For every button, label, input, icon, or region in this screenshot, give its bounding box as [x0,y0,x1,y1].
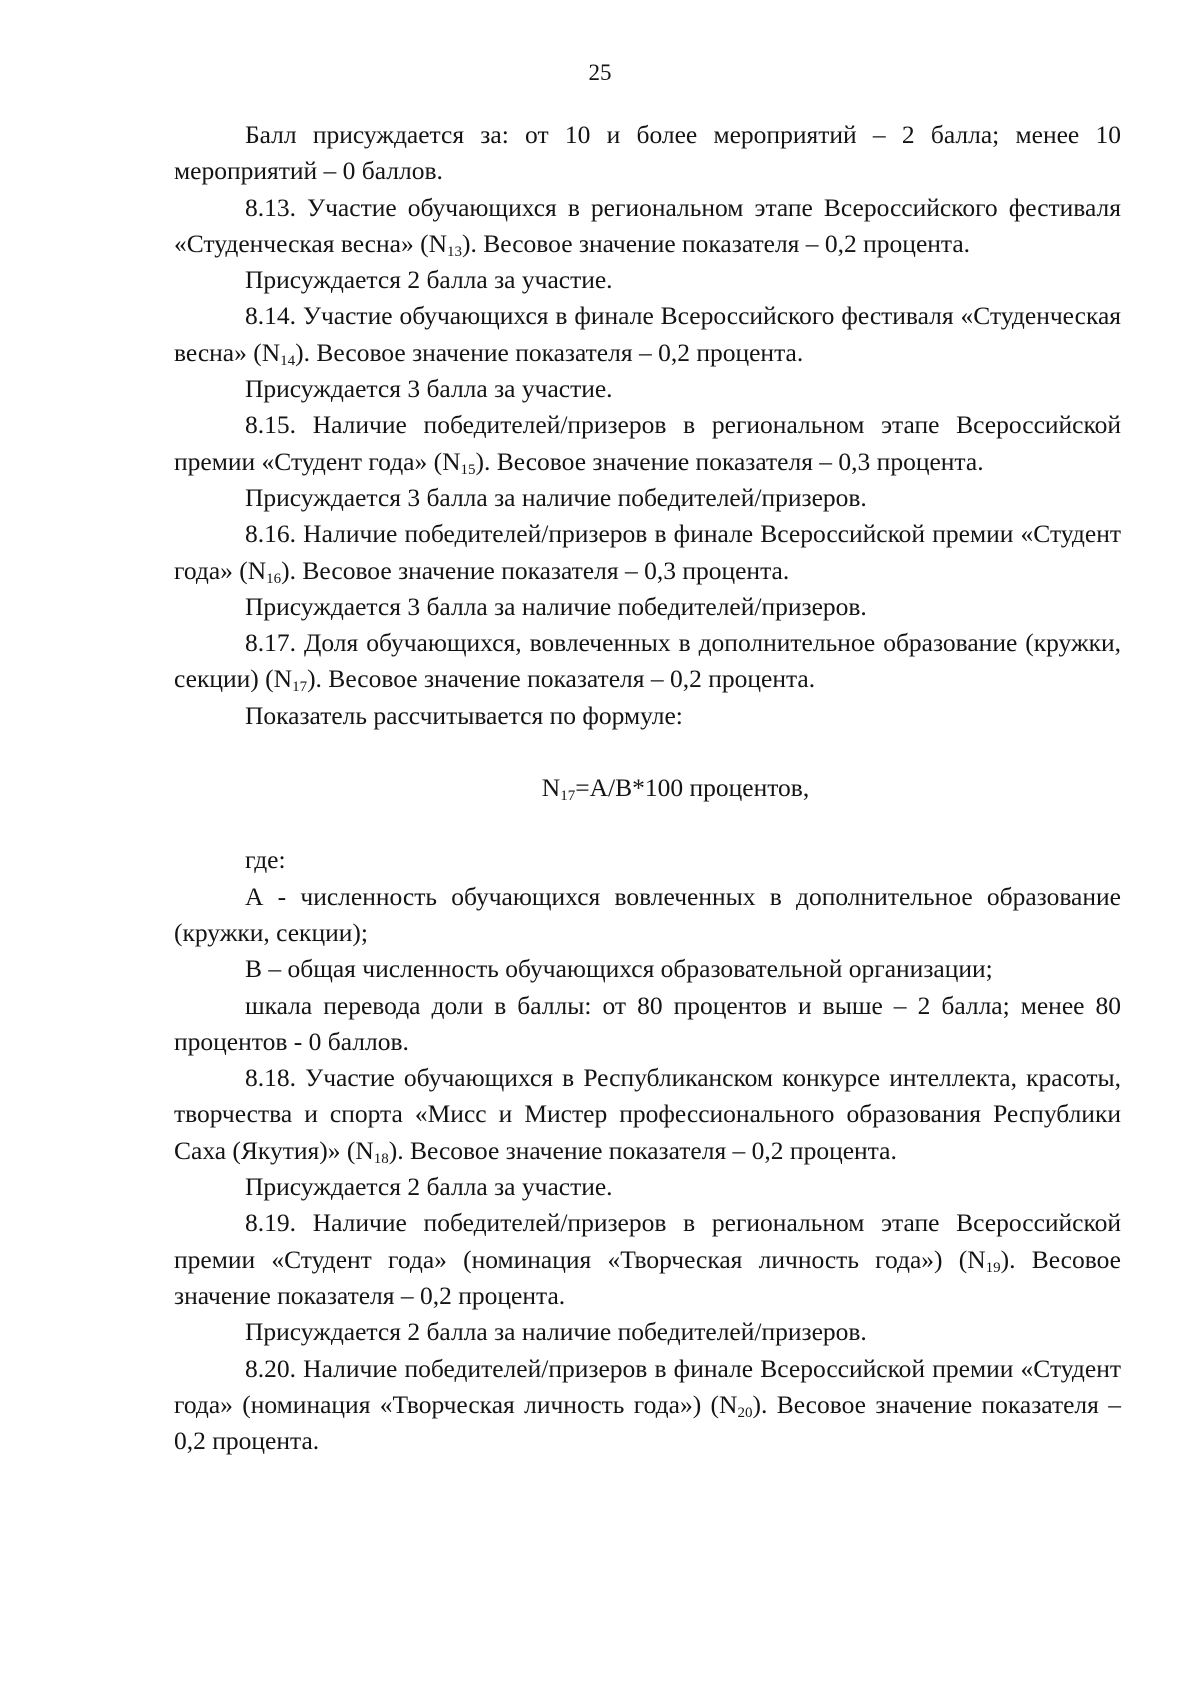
paragraph [174,951,1121,987]
text-run: Присуждается 2 балла за наличие победителей/призеров. [245,1317,867,1347]
document-body [174,117,1121,1459]
paragraph [174,190,1121,263]
paragraph [174,625,1121,698]
paragraph [174,698,1121,734]
paragraph [174,262,1121,298]
paragraph [174,1205,1121,1314]
text-run: В – общая численность обучающихся образовательной организации; [245,954,993,984]
paragraph [174,516,1121,589]
text-run: ). Весовое значение показателя – 0,3 процента. [281,555,790,585]
text-run: ). Весовое значение показателя – 0,2 процента. [462,228,971,258]
subscript-index: 15 [460,461,476,478]
paragraph [174,988,1121,1061]
text-run: ). Весовое значение показателя – 0,2 процента. [174,1244,1121,1310]
subscript-index: 19 [985,1259,1001,1276]
text-run: Показатель рассчитывается по формуле: [245,700,683,730]
text-run: Присуждается 3 балла за наличие победителей/призеров. [245,591,867,621]
text-run: Присуждается 2 балла за участие. [245,1172,613,1202]
text-run: ). Весовое значение показателя – 0,3 процента. [475,446,984,476]
subscript-index: 17 [560,788,576,805]
text-run: 8.18. Участие обучающихся в Республиканском конкурсе интеллекта, красоты, творчества и спорта «Мисс и Мистер профессионального образования Республики Саха (Якутия)» (N [174,1063,1121,1165]
text-run: 8.20. Наличие победителей/призеров в финале Всероссийской премии «Студент года» (номинация «Творческая личность года») (N [174,1353,1121,1419]
text-run: 8.19. Наличие победителей/призеров в региональном этапе Всероссийской премии «Студент года» (номинация «Творческая личность года») (N [174,1208,1121,1274]
text-run: =A/B*100 процентов, [575,773,810,803]
text-run: N [541,773,561,803]
paragraphs-after-formula [174,842,1121,1459]
formula [174,734,1121,842]
paragraph [174,879,1121,952]
paragraphs-before-formula [174,117,1121,734]
text-run: Присуждается 3 балла за участие. [245,374,613,404]
page-number: 25 [588,60,612,85]
subscript-index: 17 [292,679,308,696]
paragraph [174,371,1121,407]
paragraph [174,1169,1121,1205]
paragraph [174,842,1121,878]
subscript-index: 13 [447,243,462,260]
text-run: 8.14. Участие обучающихся в финале Всероссийского фестиваля «Студенческая весна» (N [174,301,1121,367]
text-run: ). Весовое значение показателя – 0,2 процента. [295,337,804,367]
paragraph [174,1314,1121,1350]
subscript-index: 14 [280,352,296,369]
text-run: шкала перевода доли в баллы: от 80 процентов и выше – 2 балла; менее 80 процентов - 0 баллов. [174,990,1121,1056]
text-run: 8.17. Доля обучающихся, вовлеченных в дополнительное образование (кружки, секции) (N [174,628,1121,694]
text-run: ). Весовое значение показателя – 0,2 процента. [174,1389,1121,1456]
subscript-index: 16 [266,570,282,587]
paragraph [174,1060,1121,1169]
paragraph [174,407,1121,480]
paragraph [174,589,1121,625]
text-run: 8.15. Наличие победителей/призеров в региональном этапе Всероссийской премии «Студент года» (N [174,410,1121,476]
text-run: ). Весовое значение показателя – 0,2 процента. [307,664,816,694]
paragraph [174,117,1121,190]
text-run: А - численность обучающихся вовлеченных в дополнительное образование (кружки, секции); [174,881,1121,947]
text-run: ). Весовое значение показателя – 0,2 процента. [388,1135,897,1165]
text-run: 8.13. Участие обучающихся в региональном этапе Всероссийского фестиваля «Студенческая весна» (N [174,192,1121,258]
text-run: Балл присуждается за: от 10 и более мероприятий – 2 балла; менее 10 мероприятий – 0 баллов. [174,120,1121,186]
paragraph [174,1351,1121,1460]
paragraph [174,298,1121,371]
text-run: 8.16. Наличие победителей/призеров в финале Всероссийской премии «Студент года» (N [174,519,1121,585]
subscript-index: 20 [737,1404,753,1421]
subscript-index: 18 [373,1150,389,1167]
text-run: Присуждается 2 балла за участие. [245,265,613,295]
paragraph [174,480,1121,516]
text-run: Присуждается 3 балла за наличие победителей/призеров. [245,482,867,512]
text-run: где: [245,845,286,875]
